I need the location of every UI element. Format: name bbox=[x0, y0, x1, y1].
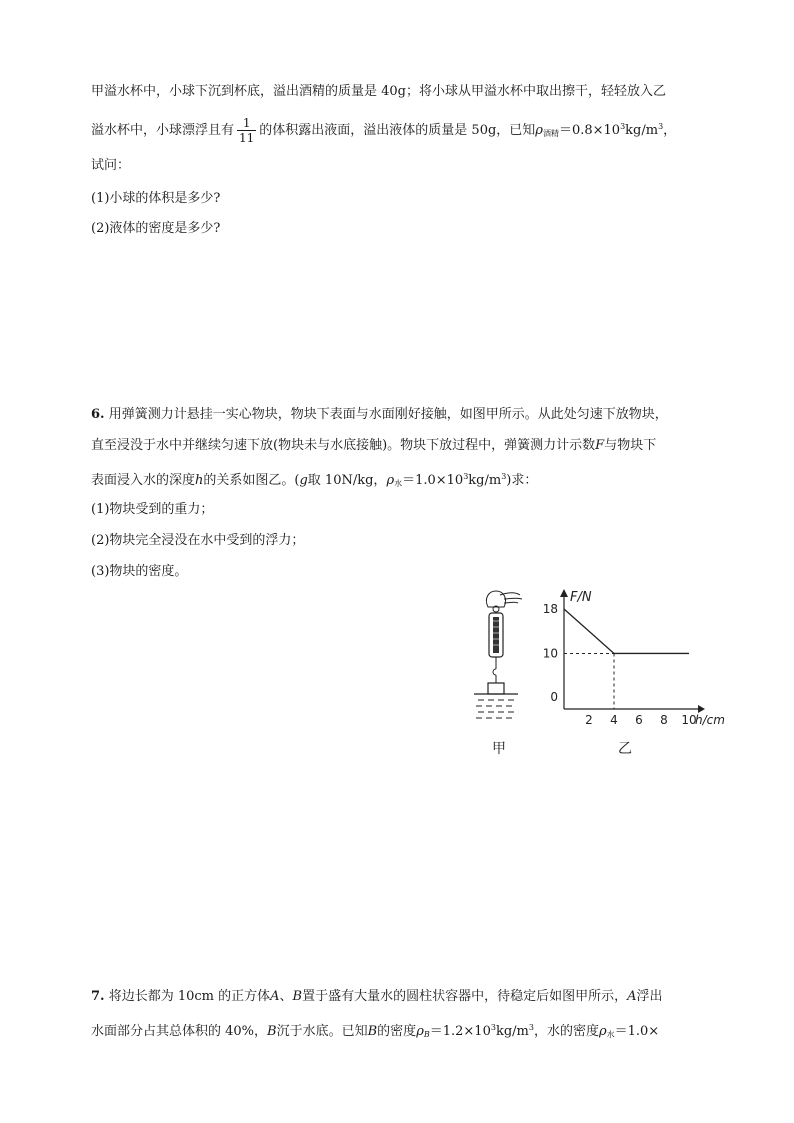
y-tick-label: 10 bbox=[542, 646, 558, 661]
q7-line-1: 7. 将边长都为 10cm 的正方体A、B置于盛有大量水的圆柱状容器中，待稳定后如图甲所示，A浮出 bbox=[91, 989, 663, 1004]
x-axis-label: h/cm bbox=[695, 713, 725, 727]
fraction: $\frac{1}{11}$ bbox=[239, 116, 255, 145]
q5-sub-question-2: (2)液体的密度是多少? bbox=[91, 221, 221, 236]
x-tick-label: 6 bbox=[635, 713, 643, 727]
force-depth-chart bbox=[530, 585, 725, 735]
series-line bbox=[564, 609, 689, 653]
x-tick-label: 4 bbox=[610, 713, 618, 727]
y-axis-arrow bbox=[560, 589, 568, 597]
q6-sub-question-3: (3)物块的密度。 bbox=[91, 564, 188, 579]
figure-label-jia: 甲 bbox=[492, 741, 506, 757]
q5-sub-question-1: (1)小球的体积是多少? bbox=[91, 191, 221, 206]
x-tick-label: 2 bbox=[585, 713, 593, 727]
q6-sub-question-1: (1)物块受到的重力； bbox=[91, 502, 214, 517]
y-tick-label: 18 bbox=[542, 602, 558, 616]
y-axis-label: F/N bbox=[570, 590, 592, 605]
q6-line-3: 表面浸入水的深度h的关系如图乙。(g取 10N/kg，$\rho_水=1.0\times 10^3kg/m^3$)求： bbox=[91, 472, 538, 488]
q5-line-2: 溢水杯中，小球漂浮且有 $\frac{1}{11}$ 的体积露出液面，溢出液体的质量是 50g，已知$\rho_{酒精}=0.8\times 10^3kg/m^3$， bbox=[91, 116, 677, 145]
q6-line-2: 直至浸没于水中并继续匀速下放(物块未与水底接触)。物块下放过程中，弹簧测力计示数F与物块下 bbox=[91, 438, 657, 453]
q6-line-1: 6. 用弹簧测力计悬挂一实心物块，物块下表面与水面刚好接触，如图甲所示。从此处匀速下放物块， bbox=[91, 407, 668, 422]
x-tick-label: 10 bbox=[681, 713, 697, 727]
q7-line-2: 水面部分占其总体积的 40%，B沉于水底。已知B的密度$\rho_B=1.2\times 10^3kg/m^3$，水的密度$\rho_水=1.0\times$ bbox=[91, 1023, 660, 1039]
question-number: 6. bbox=[91, 407, 105, 422]
q5-line-3: 试问： bbox=[91, 158, 131, 173]
question-number: 7. bbox=[91, 989, 105, 1004]
q6-sub-question-2: (2)物块完全浸没在水中受到的浮力； bbox=[91, 533, 305, 548]
x-tick-label: 8 bbox=[660, 713, 668, 727]
figure-label-yi: 乙 bbox=[618, 741, 632, 757]
x-axis-arrow bbox=[698, 705, 705, 713]
q5-line-1: 甲溢水杯中，小球下沉到杯底，溢出酒精的质量是 40g；将小球从甲溢水杯中取出擦干，轻轻放入乙 bbox=[91, 84, 666, 99]
y-tick-label: 0 bbox=[550, 690, 558, 704]
